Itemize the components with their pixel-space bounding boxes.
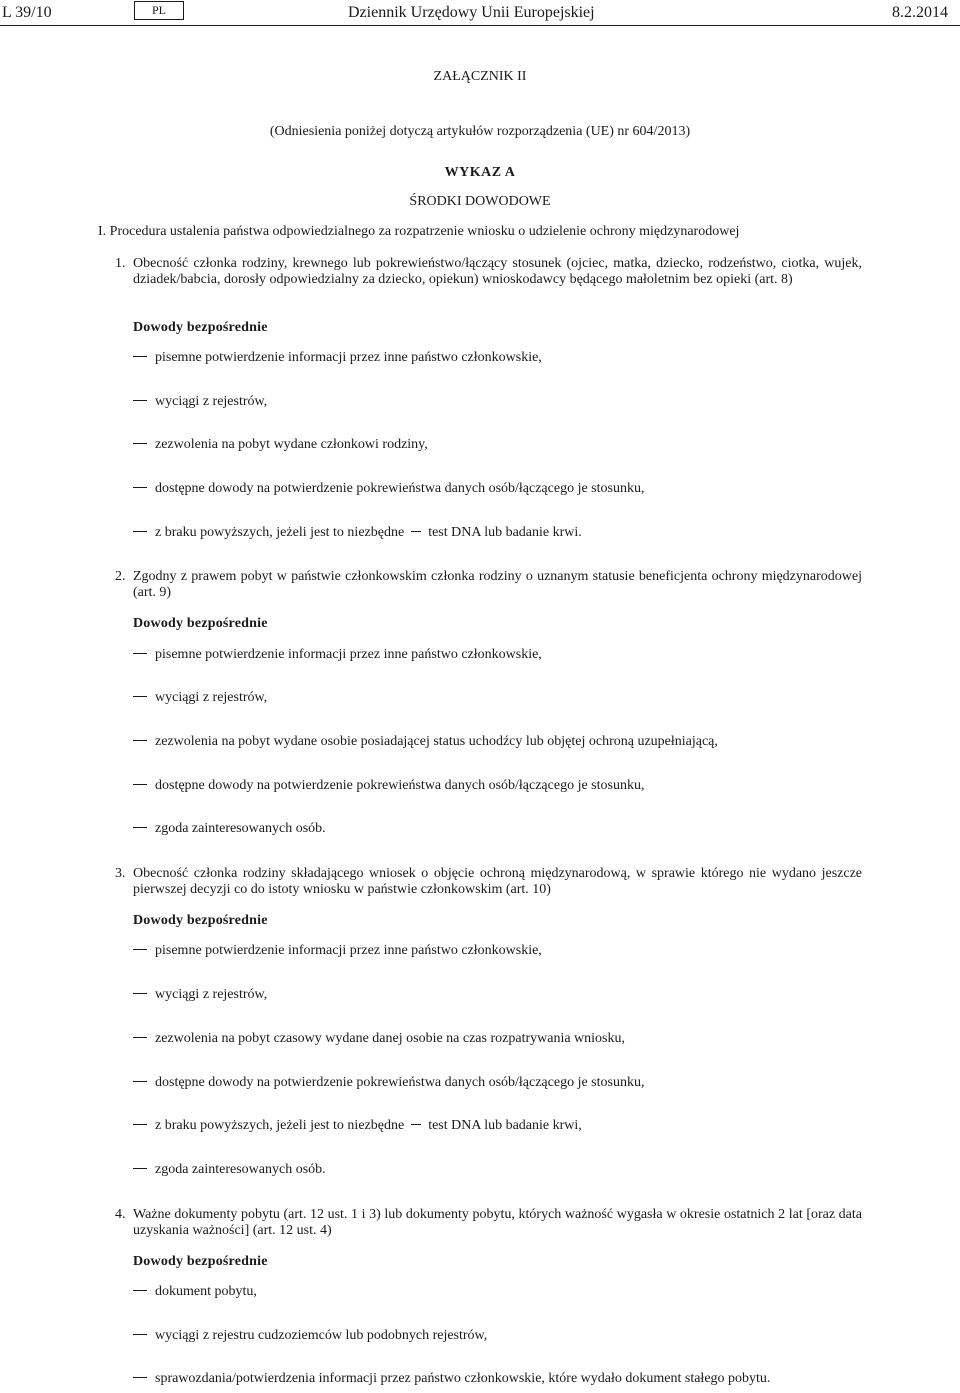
header-rule [0, 25, 960, 26]
evidence-heading: Dowody bezpośrednie [133, 913, 268, 928]
annex-title: ZAŁĄCZNIK II [433, 69, 527, 84]
evidence-item: wyciągi z rejestrów, [133, 394, 267, 410]
publication-date: 8.2.2014 [892, 4, 948, 21]
evidence-heading: Dowody bezpośrednie [133, 1254, 268, 1269]
list-title: WYKAZ A [444, 165, 516, 180]
evidence-item: dostępne dowody na potwierdzenie pokrewieństwa danych osób/łączącego je stosunku, [133, 1075, 644, 1091]
evidence-item: dostępne dowody na potwierdzenie pokrewieństwa danych osób/łączącego je stosunku, [133, 481, 644, 497]
item-description: Zgodny z prawem pobyt w państwie członkowskim członka rodziny o uznanym statusie beneficjenta ochrony międzynarodowej (art. 9) [133, 569, 862, 600]
evidence-item: dostępne dowody na potwierdzenie pokrewieństwa danych osób/łączącego je stosunku, [133, 778, 644, 794]
evidence-item: zezwolenia na pobyt wydane osobie posiadającej status uchodźcy lub objętej ochroną uzupełniającą, [133, 734, 718, 750]
evidence-item: sprawozdania/potwierdzenia informacji przez państwo członkowskie, które wydało dokument stałego pobytu. [133, 1371, 770, 1387]
evidence-item: z braku powyższych, jeżeli jest to niezbędne test DNA lub badanie krwi. [133, 525, 582, 541]
evidence-item: zgoda zainteresowanych osób. [133, 821, 326, 837]
item-number: 3. [115, 866, 126, 881]
language-box: PL [134, 1, 184, 20]
evidence-item: zezwolenia na pobyt wydane członkowi rodziny, [133, 437, 428, 453]
evidence-item: wyciągi z rejestru cudzoziemców lub podobnych rejestrów, [133, 1328, 487, 1344]
page-reference: L 39/10 [2, 4, 52, 21]
evidence-item: pisemne potwierdzenie informacji przez inne państwo członkowskie, [133, 647, 542, 663]
evidence-item: wyciągi z rejestrów, [133, 690, 267, 706]
evidence-item: zgoda zainteresowanych osób. [133, 1162, 326, 1178]
journal-title: Dziennik Urzędowy Unii Europejskiej [348, 4, 595, 21]
section-heading: I. Procedura ustalenia państwa odpowiedzialnego za rozpatrzenie wniosku o udzielenie ochrony międzynarodowej [98, 224, 740, 239]
item-number: 4. [115, 1207, 126, 1222]
list-subtitle: ŚRODKI DOWODOWE [409, 194, 551, 209]
evidence-heading: Dowody bezpośrednie [133, 320, 268, 335]
item-description: Ważne dokumenty pobytu (art. 12 ust. 1 i 3) lub dokumenty pobytu, których ważność wygasła w okresie ostatnich 2 lat [oraz data uzyskania ważności] (art. 12 ust. 4) [133, 1207, 862, 1238]
evidence-item: z braku powyższych, jeżeli jest to niezbędne test DNA lub badanie krwi, [133, 1118, 582, 1134]
item-number: 1. [115, 256, 126, 271]
evidence-item: dokument pobytu, [133, 1284, 257, 1300]
evidence-item: wyciągi z rejestrów, [133, 987, 267, 1003]
evidence-item: pisemne potwierdzenie informacji przez inne państwo członkowskie, [133, 943, 542, 959]
evidence-heading: Dowody bezpośrednie [133, 616, 268, 631]
item-description: Obecność członka rodziny składającego wniosek o objęcie ochroną międzynarodową, w sprawie którego nie wydano jeszcze pierwszej decyzji co do istoty wniosku w państwie członkowskim (art. 10) [133, 866, 862, 897]
item-number: 2. [115, 569, 126, 584]
evidence-item: zezwolenia na pobyt czasowy wydane danej osobie na czas rozpatrywania wniosku, [133, 1031, 625, 1047]
evidence-item: pisemne potwierdzenie informacji przez inne państwo członkowskie, [133, 350, 542, 366]
annex-note: (Odniesienia poniżej dotyczą artykułów rozporządzenia (UE) nr 604/2013) [269, 124, 691, 139]
item-description: Obecność członka rodziny, krewnego lub pokrewieństwo/łączący stosunek (ojciec, matka, dziecko, rodzeństwo, ciotka, wujek, dziadek/babcia, dorosły odpowiedzialny za dziecko, opiekun) wnioskodawcy będącego małoletnim bez opieki (art. 8) [133, 256, 862, 287]
